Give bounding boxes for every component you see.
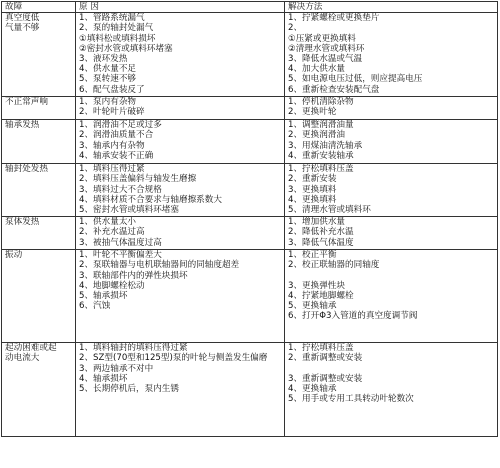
cause-cell [76, 97, 285, 120]
fault-cell [2, 97, 76, 120]
cause-line: 2、润滑油质量不合 [79, 130, 154, 141]
table-row [2, 164, 498, 217]
cause-line: 2、SZ型(70型和125型)泵的叶轮与侧盖发生偏磨 [79, 353, 268, 364]
cause-line: ①填料松或填料损坏 [79, 33, 156, 44]
solution-line: 2、更换润滑油 [288, 130, 346, 141]
cause-line: ②密封水管或填料环堵塞 [79, 43, 173, 54]
table-row [2, 250, 498, 343]
solution-line: 3、降低水温或气温 [288, 53, 363, 64]
cause-line: 5、轴承损坏 [79, 290, 128, 301]
cause-line: 2、叶轮叶片破碎 [79, 107, 145, 118]
cause-line: 4、地脚螺栓松动 [79, 280, 145, 291]
cause-line: 1、填料压得过紧 [79, 164, 145, 175]
table-row [2, 97, 498, 120]
solution-cell [285, 120, 498, 164]
cause-cell [76, 13, 285, 97]
solution-line: 3、用煤油清洗轴承 [288, 140, 363, 151]
fault-line: 不正常声响 [5, 97, 48, 108]
header-fault: 故障 [2, 2, 76, 13]
cause-line: 6、配气盘装反了 [79, 84, 145, 95]
cause-line: 3、被抽气体温度过高 [79, 237, 162, 248]
solution-line [288, 364, 496, 374]
solution-line: 1、拧紧螺栓或更换垫片 [288, 13, 380, 24]
cause-line: 4、轴承安装不正确 [79, 150, 154, 161]
fault-line: 起动困难或起 [5, 343, 57, 354]
table-row [2, 13, 498, 97]
cause-line: 4、填料材质不合要求与轴磨擦系数大 [79, 194, 222, 205]
fault-table [1, 1, 498, 437]
solution-line: 3、更换弹性块 [288, 280, 346, 291]
solution-cell [285, 164, 498, 217]
cause-line: 2、泵联轴器与电机联轴器间的同轴度超差 [79, 260, 240, 271]
cause-line: 1、叶轮不平衡偏差大 [79, 250, 162, 261]
header-solution: 解决方法 [285, 2, 498, 13]
cause-cell [76, 164, 285, 217]
cause-line: 1、泵内有杂物 [79, 97, 137, 108]
solution-line: 2、重新安装 [288, 174, 337, 185]
solution-line: 2、校正联轴器的同轴度 [288, 260, 380, 271]
fault-line: 轴封处发热 [5, 164, 48, 175]
solution-line: 1、调整润滑油量 [288, 120, 354, 131]
fault-line: 振动 [5, 250, 23, 261]
cause-line: 6、汽蚀 [79, 301, 111, 312]
solution-cell [285, 250, 498, 343]
solution-line: 3、重新调整或安装 [288, 373, 363, 384]
solution-line: 4、重新安装轴承 [288, 150, 354, 161]
cause-line: 5、泵转速不够 [79, 74, 137, 85]
solution-line: 2、更换叶轮 [288, 107, 337, 118]
fault-line: 真空度低 [5, 13, 40, 24]
solution-line: 5、如电源电压过低，则应提高电压 [288, 74, 423, 85]
cause-line: 1、供水量太小 [79, 217, 137, 228]
cause-line: 3、液环发热 [79, 53, 128, 64]
solution-line: 5、更换轴承 [288, 301, 337, 312]
table-row [2, 343, 498, 437]
solution-line: 4、更换填料 [288, 194, 337, 205]
header-cause: 原 因 [76, 2, 285, 13]
solution-line: 4、加大供水量 [288, 64, 346, 75]
cause-cell [76, 120, 285, 164]
solution-line: 1、增加供水量 [288, 217, 346, 228]
solution-line: 5、清理水管或填料环 [288, 204, 371, 215]
fault-table-wrapper [1, 1, 498, 437]
solution-line: 4、拧紧地脚螺栓 [288, 290, 354, 301]
solution-line: 4、更换轴承 [288, 383, 337, 394]
solution-line: 6、打开Φ3入管道的真空度调节阀 [288, 311, 418, 322]
fault-line: 气量不够 [5, 23, 40, 34]
fault-cell [2, 13, 76, 97]
cause-line: 4、供水量不足 [79, 64, 137, 75]
cause-line: 5、密封水管或填料环堵塞 [79, 204, 179, 215]
cause-line: 1、管路系统漏气 [79, 13, 145, 24]
solution-line: 2、降低补充水温 [288, 227, 354, 238]
cause-cell [76, 343, 285, 437]
fault-line: 泵体发热 [5, 217, 40, 228]
fault-cell [2, 120, 76, 164]
solution-line: 3、降低气体温度 [288, 237, 354, 248]
cause-line: 4、轴承损坏 [79, 373, 128, 384]
cause-cell [76, 217, 285, 250]
cause-line: 1、润滑油不足或过多 [79, 120, 162, 131]
solution-line: 1、校正平衡 [288, 250, 337, 261]
cause-line: 3、两边轴承不对中 [79, 363, 154, 374]
fault-cell [2, 164, 76, 217]
cause-line: 3、联轴部件内的弹性块损坏 [79, 270, 188, 281]
solution-line: ②清理水管或填料环 [288, 43, 365, 54]
solution-line: 6、重新检查安装配气盘 [288, 84, 380, 95]
table-row [2, 120, 498, 164]
solution-line: 5、用手或专用工具转动叶轮数次 [288, 394, 414, 405]
solution-line: ①压紧或更换填料 [288, 33, 356, 44]
solution-cell [285, 217, 498, 250]
fault-cell [2, 217, 76, 250]
fault-cell [2, 343, 76, 437]
cause-line: 3、轴承内有杂物 [79, 140, 145, 151]
solution-cell [285, 13, 498, 97]
solution-line: 3、更换填料 [288, 184, 337, 195]
fault-line: 轴承发热 [5, 120, 40, 131]
fault-line: 动电流大 [5, 353, 40, 364]
cause-line: 5、长期停机后，泵内生锈 [79, 383, 179, 394]
solution-cell [285, 97, 498, 120]
solution-line: 1、拧松填料压盖 [288, 164, 354, 175]
solution-line: 2、 [288, 23, 303, 34]
table-row [2, 217, 498, 250]
solution-line [288, 271, 496, 281]
cause-line: 2、泵的轴封处漏气 [79, 23, 154, 34]
cause-line: 2、补充水温过高 [79, 227, 145, 238]
table-header-row [2, 2, 498, 13]
fault-cell [2, 250, 76, 343]
cause-line: 3、填料过大不合规格 [79, 184, 162, 195]
solution-line: 1、拧松填料压盖 [288, 343, 354, 354]
cause-line: 2、填料压盖偏斜与轴发生磨擦 [79, 174, 197, 185]
solution-line: 1、停机清除杂物 [288, 97, 354, 108]
solution-line: 2、重新调整或安装 [288, 353, 363, 364]
solution-cell [285, 343, 498, 437]
cause-line: 1、填料轴封的填料压得过紧 [79, 343, 188, 354]
cause-cell [76, 250, 285, 343]
